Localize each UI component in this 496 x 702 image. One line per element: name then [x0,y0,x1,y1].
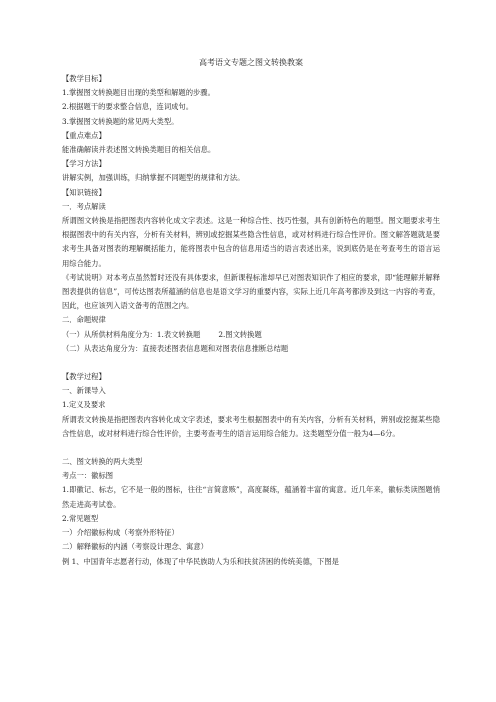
document-page [62,56,440,569]
rule-item-suffix: 2.图文转换题 [218,329,262,339]
subsection-heading: 二、图文转换的两大类型 [62,457,143,467]
example-line: 例 1、中国青年志愿者行动，体现了中华民族助人为乐和扶贫济困的传统美德，下图是 [62,556,339,566]
rule-item [62,328,440,342]
subsection-heading: 1.定义及要求 [62,400,106,410]
list-item: 二）解释徽标的内涵（考察设计理念、寓意） [62,542,208,552]
subsection-heading: 一、新课导入 [62,386,106,396]
blank-line [62,441,440,455]
methods-text: 讲解实例，加强训练，归纳掌握不同题型的规律和方法。 [62,173,245,183]
section-heading: 二．命题规律 [62,315,106,325]
goal-item: 2.根据题干的要求整合信息，连词成句。 [62,102,194,112]
key-points-heading: 【重点难点】 [62,130,106,140]
subsection-heading: 考点一：徽标图 [62,471,114,481]
rule-item: （二）从表达角度分为：直接表述图表信息题和对图表信息推断总结题 [62,343,289,353]
paragraph: 所谓图文转换是指把图表内容转化成文字表述。这是一种综合性、技巧性强，具有创新特色的题型。图文题要求考生根据图表中的有关内容，分析有关材料，辨别或挖掘某些隐含性信息，或对材料进行综合性评价。图文解答题就是要求考生具备对图表的理解概括能力，能将图表中包含的信息用适当的语言表述出来，说到底仍是在考查考生的语言运用综合能力。 [62,216,440,268]
subsection-heading: 2.常见题型 [62,513,99,523]
list-item: 一）介绍徽标构成（考察外形特征） [62,528,179,538]
rule-item-prefix: （一）从所供材料角度分为：1.表文转换题 [62,329,201,339]
teaching-goals-heading: 【教学目标】 [62,74,106,83]
knowledge-heading: 【知识链接】 [62,187,106,197]
goal-item: 1.掌握图文转换题目出现的类型和解题的步骤。 [62,88,215,98]
process-heading: 【教学过程】 [62,372,106,382]
goal-item: 3.掌握图文转换题的常见两大类型。 [62,116,179,126]
paragraph: 《考试说明》对本考点虽然暂时还没有具体要求，但新课程标准却早已对图表知识作了相应的要求，即“能理解并解释图表提供的信息”，可传达图表所蕴涵的信息也是语文学习的重要内容，实际上近几年高考都涉及到这一内容的考查，因此，也应该列入语文备考的范围之内。 [62,272,440,311]
paragraph: 所谓表文转换是指把图表内容转化成文字表述，要求考生根据图表中的有关内容，分析有关材料，辨别或挖掘某些隐含性信息，或对材料进行综合性评价，主要考查考生的语言运用综合能力。这类题型分值一般为4—6分。 [62,414,440,438]
section-heading: 一．考点解读 [62,201,106,211]
paragraph: 1.即徽记、标志，它不是一般的图标，往往“言简意赅”，高度凝练，蕴涵着丰富的寓意。近几年来，徽标类读图题悄然走进高考试卷。 [62,485,440,509]
key-points-text: 能准确解读并表述图文转换类题目的相关信息。 [62,145,216,155]
blank-line [62,356,440,370]
methods-heading: 【学习方法】 [62,159,106,169]
document-title: 高考语文专题之图文转换教案 [199,58,303,67]
